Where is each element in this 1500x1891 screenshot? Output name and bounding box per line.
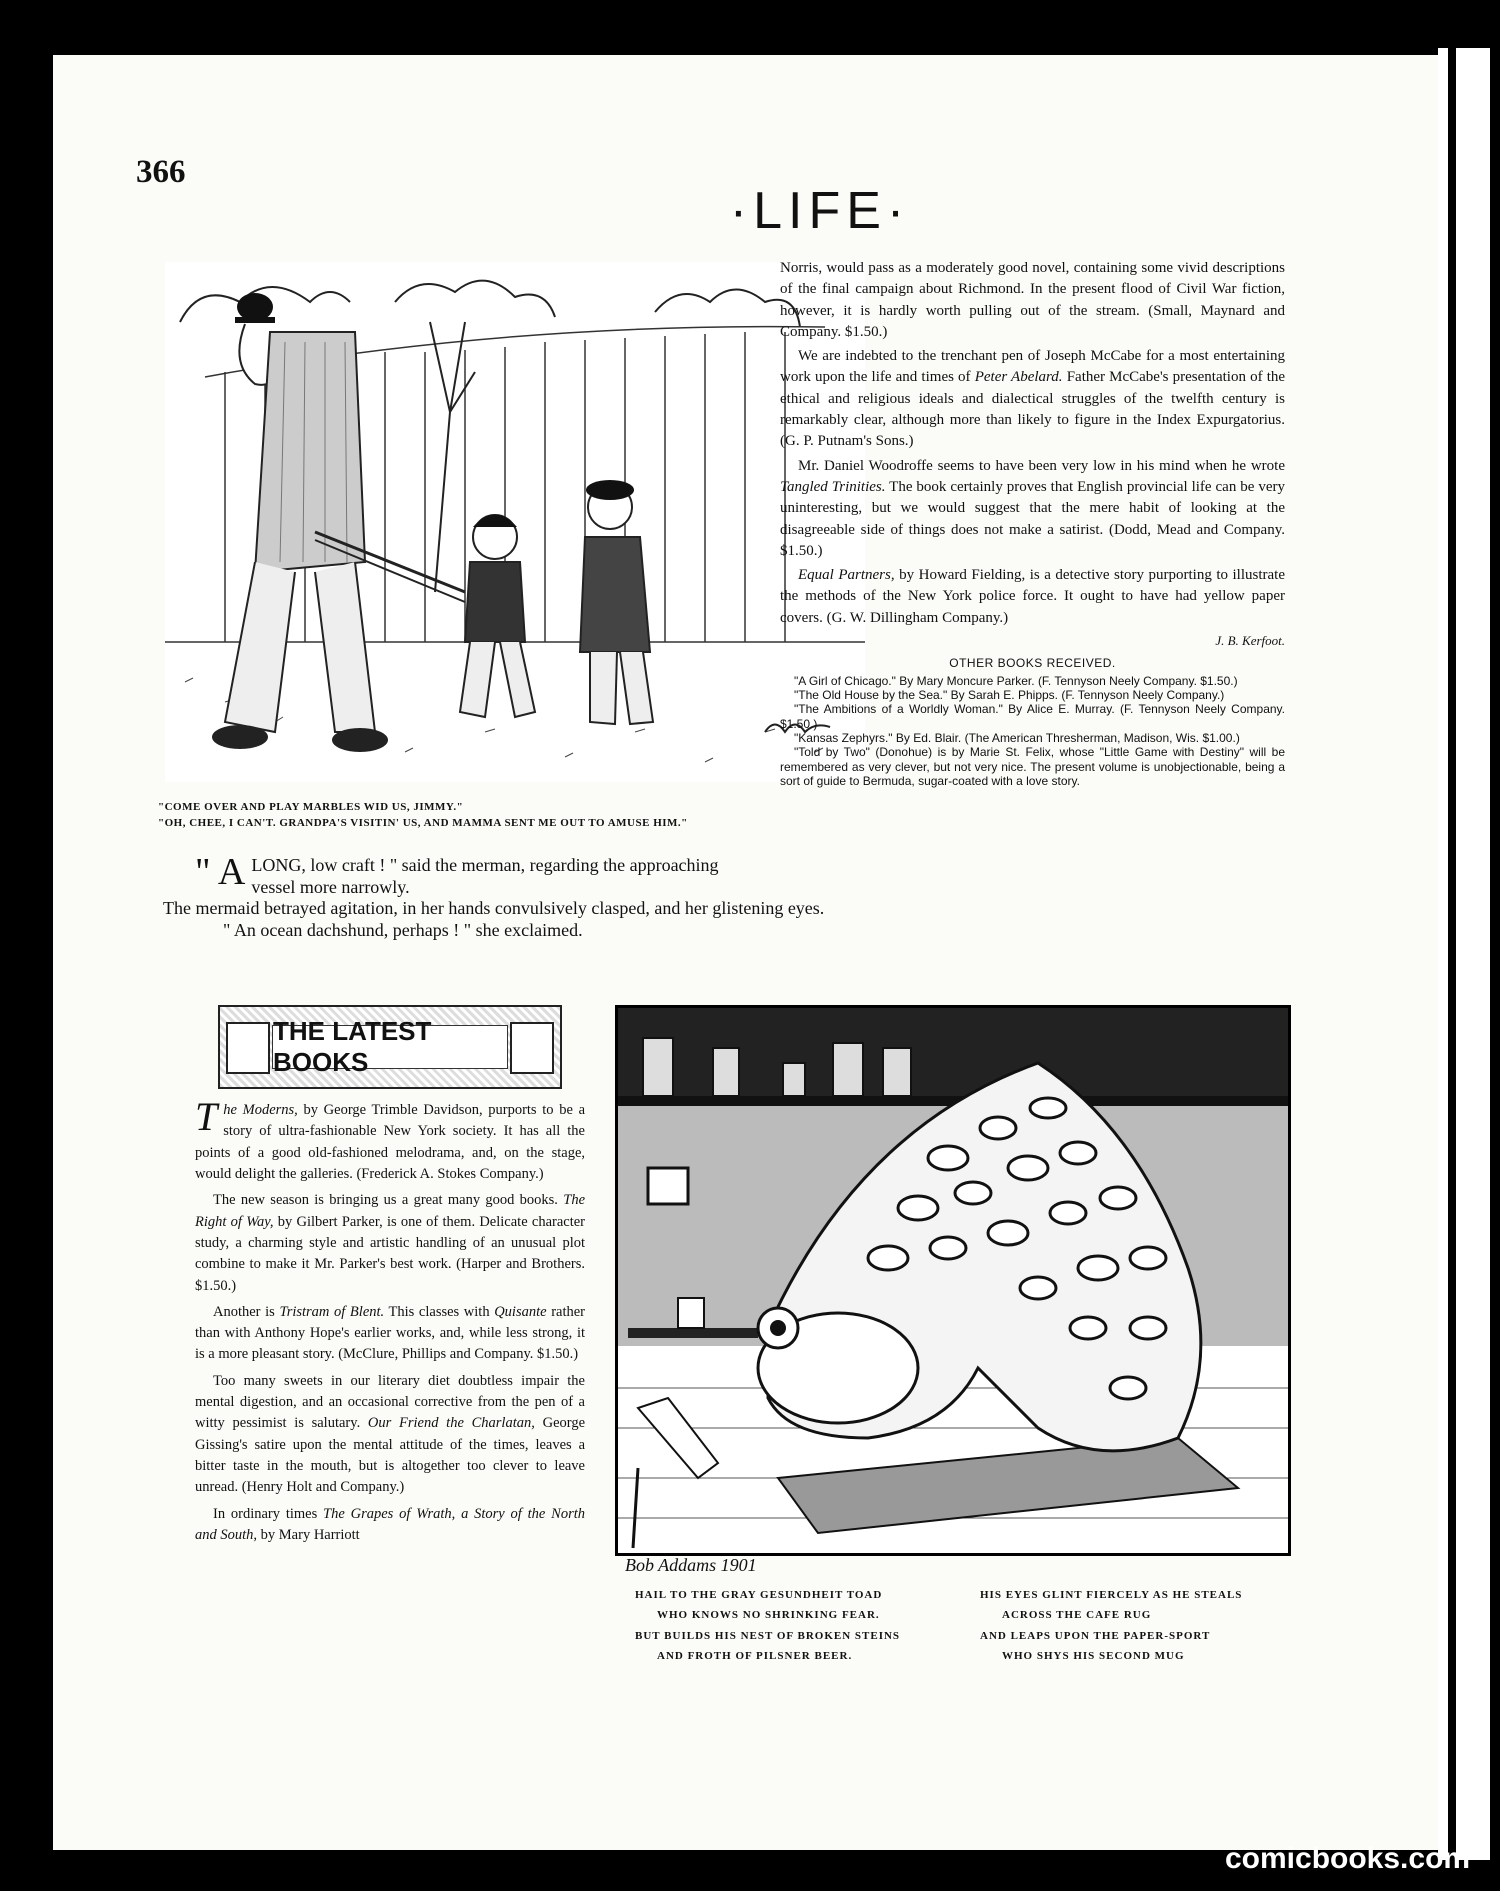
book-title: Peter Abelard. — [974, 369, 1063, 386]
book-title: The Grapes of Wrath, a Story of the North and South, — [195, 1505, 585, 1543]
book-title: The Right of Way, — [195, 1192, 585, 1230]
review-tangled-trinities: Mr. Daniel Woodroffe seems to have been very low in his mind when he wrote Tangled Trinities. The book certainly proves that English provincial life can be very uninteresting, but we would suggest that the mere habit of looking at the disagreeable side of things does not make a satirist. (Dodd, Mead and Company. $1.50.) — [780, 457, 1286, 559]
book-title: Our Friend the Charlatan, — [367, 1415, 535, 1432]
joke-line-3: " An ocean dachshund, perhaps ! " she exclaimed. — [223, 919, 583, 940]
list-item: "A Girl of Chicago." By Mary Moncure Parker. (F. Tennyson Neely Company. $1.50.) — [794, 673, 1238, 688]
poem-line: HIS EYES GLINT FIERCELY AS HE STEALS — [980, 1589, 1243, 1601]
watermark: comicbooks.com — [1225, 1842, 1471, 1875]
right-review-column — [780, 258, 1285, 789]
reviewer-signature: J. B. Kerfoot. — [1215, 633, 1285, 649]
list-item: "The Old House by the Sea." By Sarah E. Phipps. (F. Tennyson Neely Company.) — [794, 687, 1225, 702]
review-grapes-of-wrath: In ordinary times The Grapes of Wrath, a Story of the North and South, by Mary Harriott — [195, 1505, 585, 1543]
joke-line-1: LONG, low craft ! " said the merman, regarding the approaching — [251, 855, 719, 875]
cartoon-gesundheit-toad — [618, 1008, 1288, 1553]
cartoon-grandpa-and-boys — [165, 262, 865, 782]
merman-joke — [163, 851, 875, 941]
artist-signature: Bob Addams 1901 — [625, 1555, 757, 1575]
review-abelard: We are indebted to the trenchant pen of Joseph McCabe for a most entertaining work upon the life and times of Peter Abelard. Father McCabe's presentation of the ethical and religious ideals and dialectical struggles of the twelfth century is remarkably clear, although more than likely to figure in the Index Expurgatorius. (G. P. Putnam's Sons.) — [780, 348, 1286, 450]
banner-title: THE LATEST BOOKS — [272, 1025, 508, 1069]
top-cartoon — [165, 262, 865, 782]
poem-line: AND FROTH OF PILSNER BEER. — [657, 1650, 853, 1663]
list-item: "The Ambitions of a Worldly Woman." By Alice E. Murray. (F. Tennyson Neely Company. $1.50.) — [780, 702, 1285, 731]
review-tristram: Another is Tristram of Blent. This classes with Quisante rather than with Anthony Hope's earlier works, and, while less strong, it is a more pleasant story. (McClure, Phillips and Company. $1.50.) — [195, 1303, 585, 1363]
review-charlatan: Too many sweets in our literary diet doubtless impair the mental digestion, and an occasional corrective from the pen of a witty pessimist is salutary. Our Friend the Charlatan, George Gissing's satire upon the mental attitude of the times, leaves a bitter taste in the mouth, but is altogether too clever to leave unread. (Henry Holt and Company.) — [195, 1372, 586, 1496]
review-the-moderns: The Moderns, by George Trimble Davidson, purports to be a story of ultra-fashionable New York society. It has all the points of a good old-fashioned melodrama, and, on the stage, would delight the galleries. (Frederick A. Stokes Company.) — [195, 1094, 586, 1182]
joke-line-2: The mermaid betrayed agitation, in her hands convulsively clasped, and her glistening eyes. — [163, 898, 825, 919]
spine-shadow — [1448, 48, 1456, 1860]
top-cartoon-caption — [158, 800, 873, 832]
poem-line: BUT BUILDS HIS NEST OF BROKEN STEINS — [635, 1629, 901, 1642]
joke-line-1b: vessel more narrowly. — [251, 876, 410, 897]
book-title: Equal Partners, — [798, 567, 895, 584]
book-title: Tangled Trinities. — [780, 478, 886, 495]
list-item: "Kansas Zephyrs." By Ed. Blair. (The American Thresherman, Madison, Wis. $1.00.) — [794, 731, 1240, 746]
caption-line-1: "COME OVER AND PLAY MARBLES WID US, JIMMY." — [158, 801, 464, 813]
masthead: ·LIFE· — [729, 182, 911, 240]
other-books-heading: OTHER BOOKS RECEIVED. — [949, 655, 1116, 670]
joke-dropcap: " A — [195, 851, 246, 893]
caption-line-2: "OH, CHEE, I CAN'T. GRANDPA'S VISITIN' US, AND MAMMA SENT ME OUT TO AMUSE HIM." — [158, 816, 688, 829]
bottom-cartoon — [615, 1005, 1291, 1556]
poem-line: AND LEAPS UPON THE PAPER-SPORT — [980, 1629, 1211, 1642]
review-right-of-way: The new season is bringing us a great many good books. The Right of Way, by Gilbert Parker, is one of them. Delicate character study, a charming style and artistic handling of an unusual plot combine to make it Mr. Parker's best work. (Harper and Brothers. $1.50.) — [195, 1192, 586, 1294]
other-books-list — [780, 674, 1285, 789]
poem-line: WHO KNOWS NO SHRINKING FEAR. — [657, 1609, 880, 1622]
poem-line: HAIL TO THE GRAY GESUNDHEIT TOAD — [635, 1589, 883, 1601]
review-norris: Norris, would pass as a moderately good novel, containing some vivid descriptions of the final campaign about Richmond. In the present flood of Civil War fiction, however, it is hardly worth pulling out of the stream. (Small, Maynard and Company. $1.50.) — [780, 260, 1285, 340]
poem-line: ACROSS THE CAFE RUG — [1002, 1609, 1152, 1622]
book-title: Tristram of Blent. — [279, 1303, 385, 1320]
list-item: "Told by Two" (Donohue) is by Marie St. Felix, whose "Little Game with Destiny" will be remembered as very clever, but not very nice. The present volume is unobjectionable, being a sort of guide to Bermuda, sugar-coated with a love story. — [780, 745, 1285, 789]
poem-line: WHO SHYS HIS SECOND MUG — [1002, 1650, 1185, 1663]
open-book-icon — [226, 1022, 270, 1074]
poem-right — [980, 1585, 1280, 1666]
page-number: 366 — [136, 154, 186, 190]
left-review-column — [195, 1094, 586, 1551]
dropcap: T — [195, 1094, 218, 1139]
latest-books-banner — [218, 1005, 562, 1089]
next-page-edge — [1456, 48, 1490, 1860]
review-equal-partners: Equal Partners, by Howard Fielding, is a detective story purporting to illustrate the methods of the New York police force. It ought to have had yellow paper covers. (G. W. Dillingham Company.) — [780, 567, 1285, 626]
open-book-icon — [510, 1022, 554, 1074]
poem-left — [635, 1585, 965, 1666]
book-title: Quisante — [494, 1303, 547, 1320]
